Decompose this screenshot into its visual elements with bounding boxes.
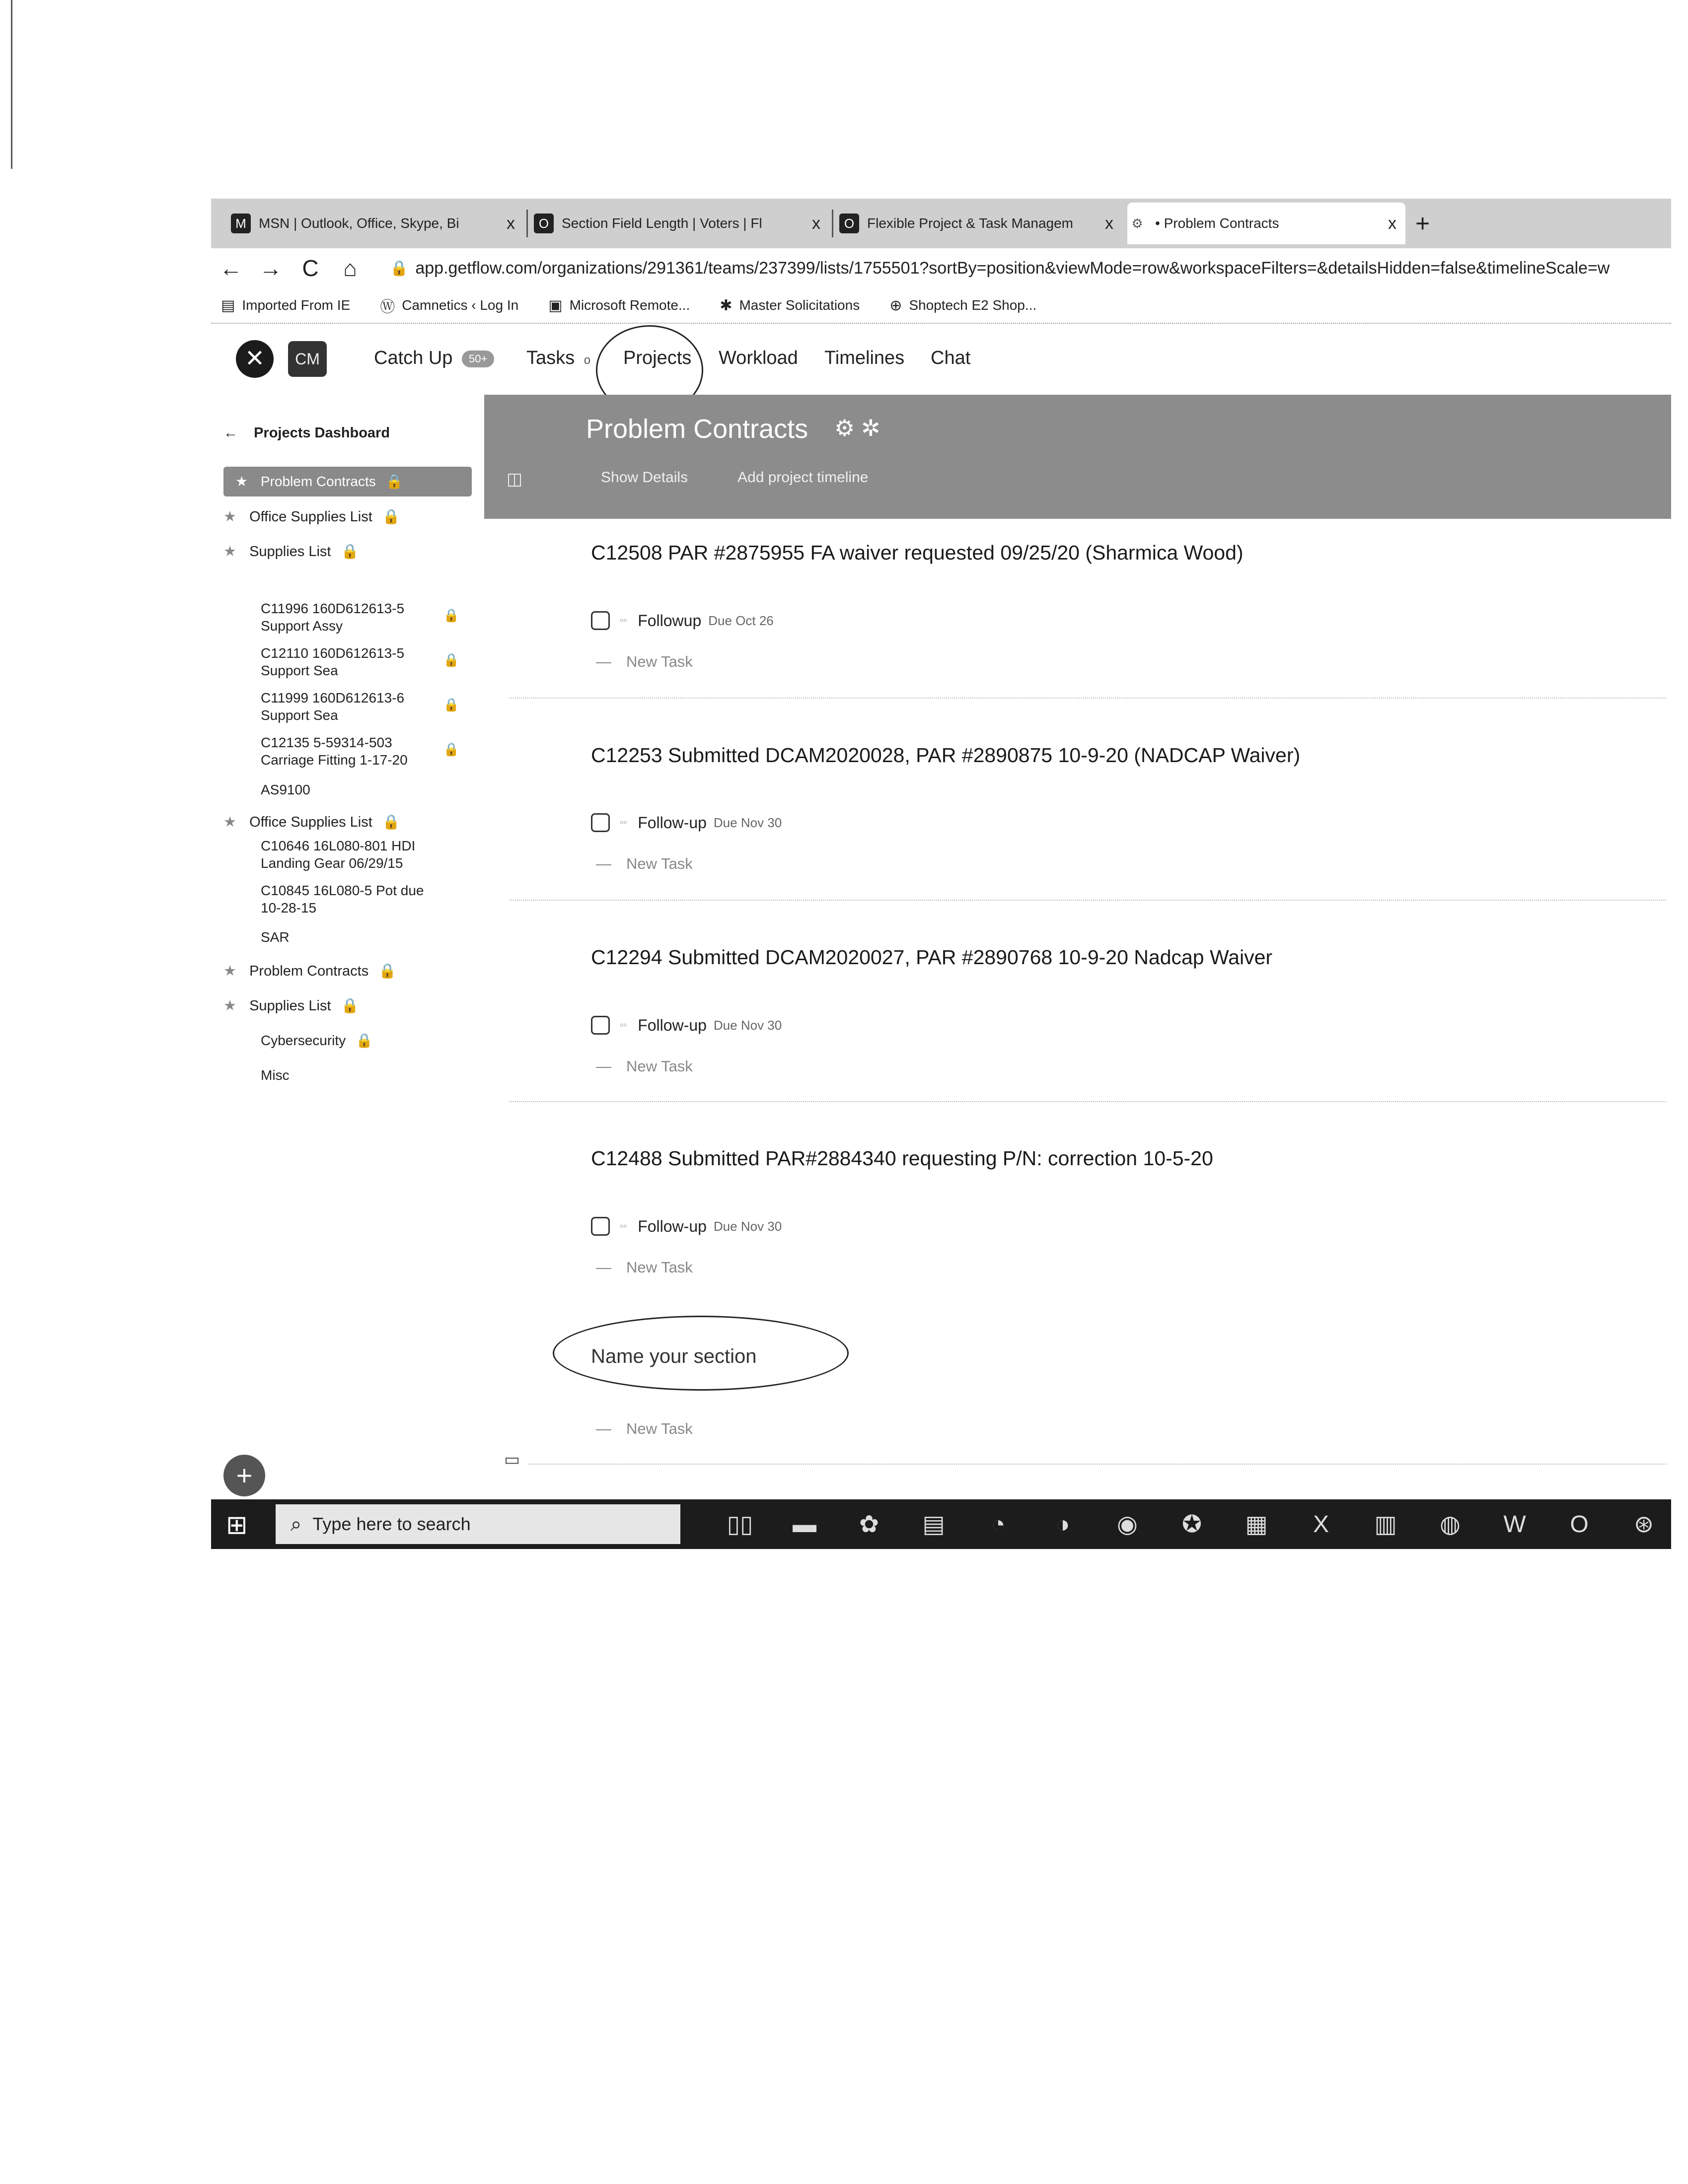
dash-icon: —: [596, 653, 611, 670]
sidebar-sub-item[interactable]: [261, 882, 459, 916]
sidebar-item-sar[interactable]: SAR: [261, 929, 290, 945]
windows-taskbar: [211, 1499, 1671, 1549]
sidebar-label: Projects Dashboard: [254, 425, 390, 441]
sub-item-line: C10646 16L080-801 HDI: [261, 838, 416, 853]
lock-icon: 🔒: [443, 608, 459, 623]
task-name[interactable]: Followup: [638, 611, 702, 630]
bookmark-label: Camnetics ‹ Log In: [402, 297, 519, 313]
star-icon: ★: [223, 814, 236, 830]
home-icon[interactable]: ⌂: [343, 255, 357, 281]
section-title[interactable]: C12294 Submitted DCAM2020027, PAR #2890768 10-9-20 Nadcap Waiver: [591, 946, 1273, 969]
sidebar-item-supplies-list-2[interactable]: [223, 997, 359, 1014]
app-navigation: [211, 325, 1671, 385]
chrome-icon[interactable]: ◉: [1117, 1511, 1138, 1538]
task-due-date: Due Nov 30: [713, 815, 782, 830]
screenshot: [211, 199, 1671, 1549]
lock-icon: 🔒: [341, 544, 359, 560]
sub-item-line: Carriage Fitting 1-17-20: [261, 752, 408, 768]
tab-msn[interactable]: [231, 203, 524, 244]
excel-icon[interactable]: X: [1313, 1511, 1329, 1538]
sidebar-sub-item[interactable]: [261, 837, 459, 872]
browser-tab-strip: [211, 199, 1671, 248]
task-row[interactable]: [591, 608, 774, 633]
close-icon[interactable]: x: [812, 213, 820, 233]
shoptech-icon: ⊕: [889, 297, 902, 314]
taskbar-app-icon[interactable]: ▥: [1374, 1511, 1397, 1538]
task-tag-icon: ▫▫: [620, 817, 627, 828]
lock-icon[interactable]: 🔒: [390, 260, 409, 277]
task-view-icon[interactable]: ▯▯: [727, 1511, 753, 1538]
sub-item-line: C10845 16L080-5 Pot due: [261, 883, 424, 898]
task-row[interactable]: [591, 1214, 782, 1239]
nav-catch-up[interactable]: [374, 348, 494, 369]
lock-icon: 🔒: [378, 963, 397, 979]
sidebar-item-office-supplies-2[interactable]: [223, 813, 400, 831]
section-title[interactable]: C12488 Submitted PAR#2884340 requesting P/N: correction 10-5-20: [591, 1147, 1213, 1170]
task-name[interactable]: Follow-up: [638, 1016, 707, 1034]
sidebar-sub-item[interactable]: [261, 734, 459, 769]
new-task-label: New Task: [626, 855, 693, 872]
lock-icon: 🔒: [443, 742, 459, 757]
nav-label: Catch Up: [374, 348, 453, 368]
lock-icon: 🔒: [341, 998, 359, 1014]
back-arrow-icon[interactable]: ←: [220, 255, 242, 281]
bottom-divider: [529, 1464, 1666, 1465]
lock-icon: 🔒: [382, 814, 400, 830]
bookmark-shoptech[interactable]: [889, 297, 1036, 314]
avatar[interactable]: CM: [288, 341, 327, 377]
star-icon: ★: [223, 544, 236, 560]
seal-icon: ✱: [720, 297, 733, 314]
new-task-label: New Task: [626, 1420, 693, 1437]
sidebar-item-as9100[interactable]: AS9100: [261, 782, 310, 797]
tab-label: MSN | Outlook, Office, Skype, Bi: [259, 215, 459, 231]
task-checkbox[interactable]: [591, 611, 610, 630]
star-icon: ★: [223, 998, 236, 1014]
add-project-timeline-link[interactable]: Add project timeline: [737, 469, 869, 486]
star-icon: ★: [223, 963, 236, 979]
task-row[interactable]: [591, 1013, 782, 1038]
dash-icon: —: [596, 1057, 611, 1075]
sidebar-label: Supplies List: [249, 544, 331, 560]
folder-icon: ▤: [221, 297, 235, 314]
nav-projects[interactable]: Projects: [623, 348, 692, 368]
sub-item-line: C12135 5-59314-503: [261, 735, 392, 750]
sidebar-label: Supplies List: [249, 998, 331, 1014]
task-row[interactable]: [591, 810, 782, 835]
new-task-button[interactable]: [596, 1057, 693, 1075]
sidebar-label: Problem Contracts: [249, 963, 369, 979]
new-task-button[interactable]: [596, 1420, 693, 1438]
sidebar-item-problem-contracts[interactable]: [223, 962, 396, 980]
outlook-icon[interactable]: O: [1570, 1511, 1589, 1538]
sub-item-line: 10-28-15: [261, 900, 317, 916]
sidebar-item-problem-contracts-active[interactable]: [223, 467, 472, 496]
sub-item-line: Support Sea: [261, 707, 338, 723]
taskbar-app-icon[interactable]: ▤: [922, 1511, 945, 1538]
project-title[interactable]: Problem Contracts: [586, 414, 808, 444]
sidebar-item-misc[interactable]: Misc: [261, 1067, 290, 1083]
taskbar-app-icon[interactable]: ◍: [1440, 1511, 1461, 1538]
back-arrow-icon: ←: [223, 425, 238, 441]
project-settings-icon[interactable]: ⚙ ✲: [834, 415, 881, 441]
lock-icon: 🔒: [355, 1033, 373, 1048]
new-task-label: New Task: [626, 1057, 693, 1075]
task-due-date: Due Oct 26: [708, 613, 774, 628]
scan-edge-mark: [11, 0, 12, 169]
board-icon[interactable]: ◫: [507, 470, 523, 489]
taskbar-app-icon[interactable]: ▦: [1245, 1511, 1268, 1538]
new-task-label: New Task: [626, 1259, 693, 1276]
search-icon: ⌕: [291, 1513, 302, 1535]
task-tag-icon: ▫▫: [620, 1220, 627, 1232]
bookmark-label: Imported From IE: [242, 297, 351, 313]
section-divider: [509, 698, 1666, 699]
new-task-button[interactable]: [596, 855, 693, 873]
new-task-button[interactable]: [596, 653, 693, 671]
tab-label: • Problem Contracts: [1155, 215, 1279, 231]
catch-up-badge: 50+: [462, 351, 494, 367]
section-input-hand-drawn-circle: [553, 1316, 849, 1391]
lock-icon: 🔒: [382, 509, 400, 525]
taskbar-icons: [708, 1499, 1676, 1549]
archive-icon[interactable]: ▭: [504, 1450, 520, 1469]
search-placeholder: Type here to search: [312, 1514, 471, 1534]
bookmarks-bar: [211, 288, 1671, 324]
url-field[interactable]: app.getflow.com/organizations/291361/teams/237399/lists/1755501?sortBy=position&viewMode=row&workspaceFilters=&detailsHidden=false&timelineScale=w: [415, 258, 1610, 278]
sidebar-label: Office Supplies List: [249, 814, 372, 830]
nav-chat[interactable]: Chat: [931, 348, 971, 368]
bookmark-master-solicitations[interactable]: [720, 297, 860, 314]
sub-item-line: Support Assy: [261, 618, 343, 634]
taskbar-app-icon[interactable]: ✿: [859, 1511, 880, 1538]
reload-icon[interactable]: C: [302, 255, 319, 281]
sidebar-sub-item[interactable]: [261, 689, 459, 724]
task-name[interactable]: Follow-up: [638, 1217, 707, 1235]
nav-tasks[interactable]: [526, 348, 590, 369]
taskbar-app-icon[interactable]: ◔: [991, 1511, 1006, 1538]
remote-desktop-icon: ▣: [548, 297, 563, 314]
close-icon[interactable]: x: [1105, 213, 1113, 233]
taskbar-search-box[interactable]: [276, 1504, 680, 1544]
task-checkbox[interactable]: [591, 813, 610, 832]
task-checkbox[interactable]: [591, 1217, 610, 1236]
star-icon: ★: [235, 474, 248, 489]
taskbar-app-icon[interactable]: ⊛: [1633, 1511, 1654, 1538]
forward-arrow-icon[interactable]: →: [259, 255, 282, 281]
taskbar-app-icon[interactable]: ◑: [1055, 1511, 1070, 1538]
new-task-label: New Task: [626, 653, 693, 670]
tab-separator: [526, 210, 528, 237]
section-divider: [509, 900, 1666, 901]
sidebar-item-supplies-list[interactable]: [223, 543, 359, 560]
sub-item-line: Support Sea: [261, 663, 338, 678]
address-bar-row: [211, 248, 1671, 288]
dash-icon: —: [596, 1259, 611, 1276]
bookmark-label: Microsoft Remote...: [569, 297, 690, 313]
task-due-date: Due Nov 30: [713, 1017, 782, 1033]
sidebar-sub-item[interactable]: [261, 600, 459, 634]
task-tag-icon: ▫▫: [620, 615, 627, 626]
sidebar-projects-dashboard[interactable]: [223, 425, 390, 441]
new-tab-button[interactable]: +: [1415, 210, 1430, 237]
flow-logo-icon[interactable]: ✕: [236, 340, 274, 378]
star-icon: ★: [223, 509, 236, 525]
sub-item-line: C11999 160D612613-6: [261, 690, 405, 705]
sidebar-sub-item[interactable]: [261, 644, 459, 679]
bookmark-label: Master Solicitations: [739, 297, 860, 313]
sidebar-item-office-supplies[interactable]: [223, 508, 400, 525]
bookmark-microsoft-remote[interactable]: [548, 297, 690, 314]
flow-icon: O: [534, 213, 554, 233]
nav-workload[interactable]: Workload: [719, 348, 798, 368]
task-tag-icon: ▫▫: [620, 1019, 627, 1031]
bookmark-imported-from-ie[interactable]: [221, 297, 350, 314]
flow-icon: O: [839, 213, 859, 233]
bookmark-label: Shoptech E2 Shop...: [909, 297, 1037, 313]
msn-icon: M: [231, 213, 251, 233]
dash-icon: —: [596, 855, 611, 872]
add-button[interactable]: +: [223, 1455, 265, 1496]
task-due-date: Due Nov 30: [713, 1218, 782, 1234]
sub-item-line: Landing Gear 06/29/15: [261, 855, 403, 871]
tab-label: Section Field Length | Voters | Fl: [562, 215, 762, 231]
section-title[interactable]: C12508 PAR #2875955 FA waiver requested 09/25/20 (Sharmica Wood): [591, 541, 1244, 564]
lock-icon: 🔒: [443, 652, 459, 667]
tab-problem-contracts[interactable]: [1127, 203, 1405, 244]
tab-separator: [832, 210, 833, 237]
tab-label: Flexible Project & Task Managem: [867, 215, 1073, 231]
close-icon[interactable]: x: [1388, 213, 1396, 233]
lock-icon: 🔒: [385, 474, 403, 489]
section-divider: [509, 1101, 1666, 1102]
nav-timelines[interactable]: Timelines: [824, 348, 905, 368]
task-checkbox[interactable]: [591, 1016, 610, 1035]
section-name-input[interactable]: Name your section: [591, 1345, 757, 1367]
sub-item-line: C11996 160D612613-5: [261, 601, 405, 616]
sidebar-label: Cybersecurity: [261, 1033, 346, 1048]
sidebar-label: Problem Contracts: [260, 474, 376, 489]
project-header: [484, 395, 1671, 519]
close-icon[interactable]: x: [507, 213, 515, 233]
task-name[interactable]: Follow-up: [638, 813, 707, 832]
word-icon[interactable]: W: [1503, 1511, 1526, 1538]
nav-label: Tasks: [526, 348, 575, 368]
tab-flexible-project[interactable]: [839, 203, 1122, 244]
show-details-link[interactable]: Show Details: [601, 469, 688, 486]
bookmark-camnetics[interactable]: [380, 294, 518, 316]
section-title[interactable]: C12253 Submitted DCAM2020028, PAR #2890875 10-9-20 (NADCAP Waiver): [591, 744, 1301, 767]
sidebar: [211, 387, 477, 1529]
lock-icon: 🔒: [443, 697, 459, 712]
sidebar-item-cybersecurity[interactable]: [261, 1032, 459, 1049]
windows-start-icon[interactable]: ⊞: [226, 1511, 248, 1540]
dash-icon: —: [596, 1420, 611, 1437]
new-task-button[interactable]: [596, 1259, 693, 1276]
taskbar-app-icon[interactable]: ▬: [793, 1511, 816, 1538]
tab-section-field-length[interactable]: [534, 203, 829, 244]
loading-icon: ⚙: [1131, 215, 1143, 231]
tasks-dot-icon: o: [584, 353, 591, 367]
wordpress-icon: Ⓦ: [380, 299, 395, 315]
sidebar-label: Office Supplies List: [249, 509, 372, 525]
sub-item-line: C12110 160D612613-5: [261, 645, 405, 661]
taskbar-app-icon[interactable]: ✪: [1181, 1511, 1202, 1538]
